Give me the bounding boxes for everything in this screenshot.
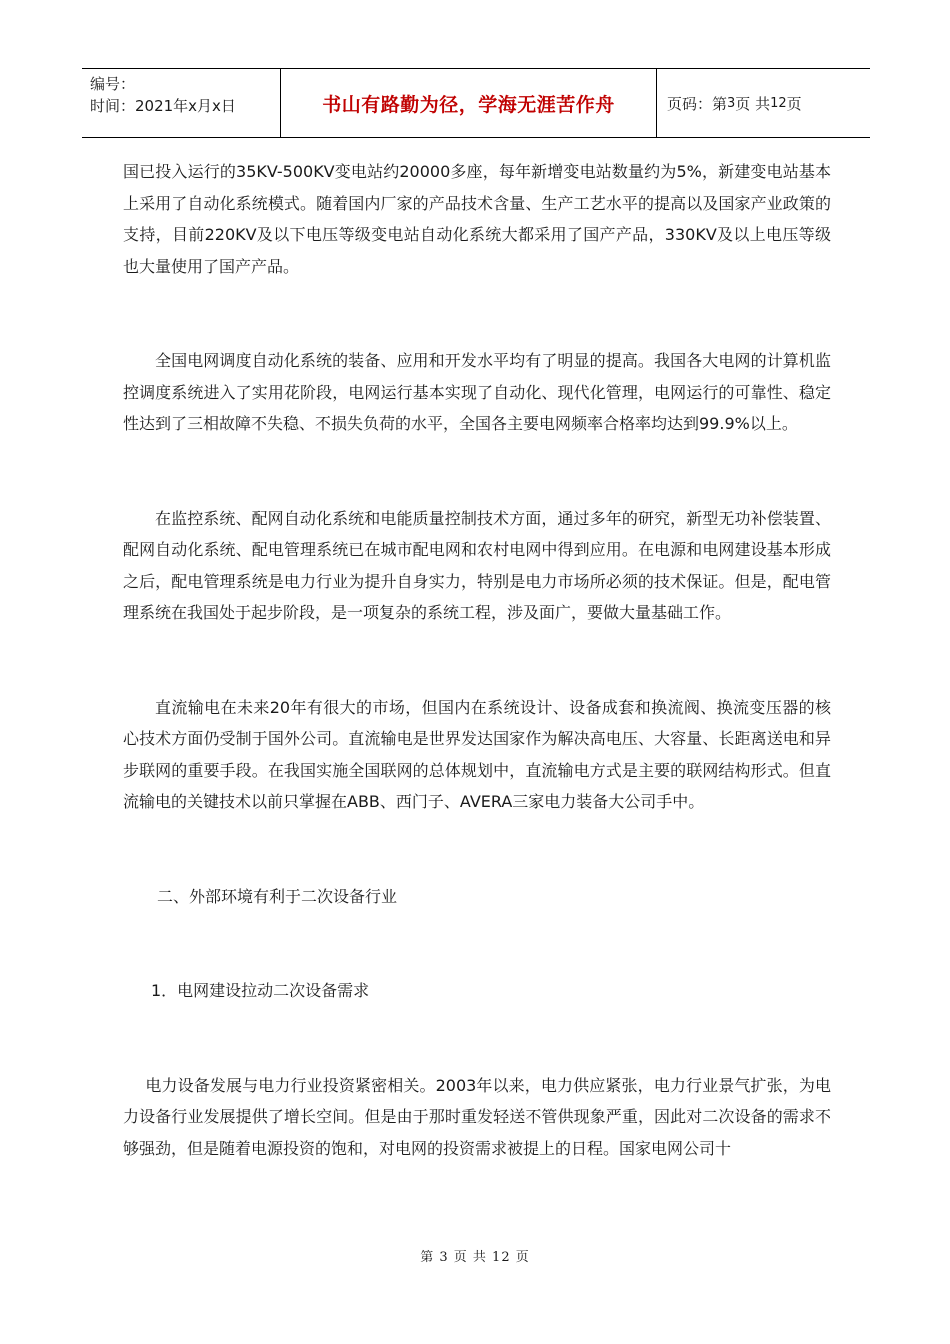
subsection-heading: 1．电网建设拉动二次设备需求 (151, 981, 370, 1000)
section-heading: 二、外部环境有利于二次设备行业 (157, 886, 398, 906)
header-page-number (657, 69, 870, 137)
date-label: 时间：2021年x月x日 (90, 97, 236, 115)
page-current: 3 (727, 95, 736, 111)
document-body (123, 156, 831, 1164)
page-label: 页码：第 (667, 94, 728, 113)
page-footer: 第 3 页 共 12 页 (420, 1250, 530, 1265)
page-total: 12 (770, 95, 787, 111)
document-header (82, 68, 870, 138)
paragraph: 电力设备发展与电力行业投资紧密相关。2003年以来，电力供应紧张，电力行业景气扩张，为电力设备行业发展提供了增长空间。但是由于那时重发轻送不管供现象严重，因此对二次设备的需求不够强劲，但是随着电源投资的饱和，对电网的投资需求被提上的日程。国家电网公司十 (123, 1075, 831, 1158)
paragraph: 直流输电在未来20年有很大的市场，但国内在系统设计、设备成套和换流阀、换流变压器的核心技术方面仍受制于国外公司。直流输电是世界发达国家作为解决高电压、大容量、长距离送电和异步联网的重要手段。在我国实施全国联网的总体规划中，直流输电方式是主要的联网结构形式。但直流输电的关键技术以前只掌握在ABB、西门子、AVERA三家电力装备大公司手中。 (123, 697, 831, 811)
page-end: 页 (786, 94, 802, 113)
header-meta (82, 69, 281, 137)
header-motto: 书山有路勤为径，学海无涯苦作舟 (281, 69, 657, 137)
paragraph: 国已投入运行的35KV-500KV变电站约20000多座，每年新增变电站数量约为5%，新建变电站基本上采用了自动化系统模式。随着国内厂家的产品技术含量、生产工艺水平的提高以及国家产业政策的支持，目前220KV及以下电压等级变电站自动化系统大都采用了国产产品，330KV及以上电压等级也大量使用了国产产品。 (123, 162, 831, 276)
page-mid: 页 共 (735, 94, 771, 113)
serial-label: 编号： (90, 75, 136, 93)
paragraph: 在监控系统、配网自动化系统和电能质量控制技术方面，通过多年的研究，新型无功补偿装置、配网自动化系统、配电管理系统已在城市配电网和农村电网中得到应用。在电源和电网建设基本形成之后，配电管理系统是电力行业为提升自身实力，特别是电力市场所必须的技术保证。但是，配电管理系统在我国处于起步阶段，是一项复杂的系统工程，涉及面广，要做大量基础工作。 (123, 508, 831, 622)
paragraph: 全国电网调度自动化系统的装备、应用和开发水平均有了明显的提高。我国各大电网的计算机监控调度系统进入了实用花阶段，电网运行基本实现了自动化、现代化管理，电网运行的可靠性、稳定性达到了三相故障不失稳、不损失负荷的水平，全国各主要电网频率合格率均达到99.9%以上。 (123, 351, 831, 433)
